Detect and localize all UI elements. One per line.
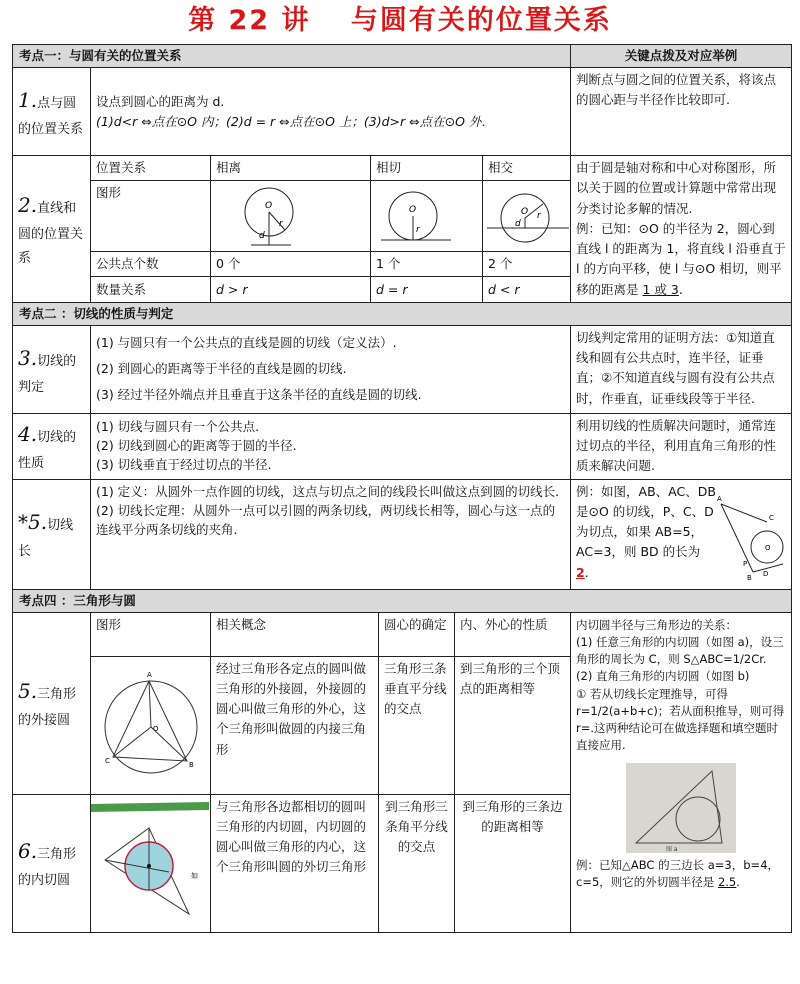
circle-separate-diagram xyxy=(211,182,331,250)
figure-label: 图形 xyxy=(91,181,211,252)
concept-text: 经过三角形各定点的圆叫做三角形的外接圆，外接圆的圆心叫做三角形的外心，这个三角形叫做圆的内接三角形 xyxy=(211,656,379,794)
common-points-label: 公共点个数 xyxy=(91,252,211,277)
note-text: 切线判定常用的证明方法：①知道直线和圆有公共点时，连半径，证垂直；②不知道直线与圆有没有公共点时，作垂直，证垂线段等于半径. xyxy=(571,325,792,413)
svg-text:C: C xyxy=(769,513,774,522)
incircle-photo xyxy=(626,763,736,853)
row-content: (1) 定义：从圆外一点作圆的切线，这点与切点之间的线段长叫做这点到圆的切线长. (2) 切线长定理：从圆外一点可以引圆的两条切线，两切线长相等，圆心与这一点的连线平分两条切线的夹角. xyxy=(91,479,571,589)
circumcircle-diagram xyxy=(91,665,209,785)
row-point-circle xyxy=(13,68,792,156)
svg-text:d: d xyxy=(515,219,521,230)
property-text: 到三角形的三条边的距离相等 xyxy=(455,794,571,932)
header-cell: 相关概念 xyxy=(211,612,379,656)
row-label: 4.切线的性质 xyxy=(13,413,91,479)
row-line-circle xyxy=(13,156,792,181)
header-cell: 圆心的确定 xyxy=(379,612,455,656)
concept-text: 与三角形各边都相切的圆叫三角形的内切圆，内切圆的圆心叫做三角形的内心，这个三角形叫圆的外切三角形 xyxy=(211,794,379,932)
section-title: 考点四 ：三角形与圆 xyxy=(13,589,792,612)
row-content: (1) 与圆只有一个公共点的直线是圆的切线（定义法）. (2) 到圆心的距离等于半径的直线是圆的切线. (3) 经过半径外端点并且垂直于这条半径的直线是圆的切线. xyxy=(91,325,571,413)
header-cell: 相切 xyxy=(371,156,483,181)
center-text: 三角形三条垂直平分线的交点 xyxy=(379,656,455,794)
row-content: (1) 切线与圆只有一个公共点. (2) 切线到圆心的距离等于圆的半径. (3) 切线垂直于经过切点的半径. xyxy=(91,413,571,479)
circle-intersect-diagram xyxy=(483,182,571,250)
value-cell: d < r xyxy=(483,277,571,302)
incircle-figure xyxy=(91,794,211,932)
row-tangent-properties xyxy=(13,413,792,479)
value-cell: 1 个 xyxy=(371,252,483,277)
note-with-figure: A C O P D B 例：如图，AB、AC、DB 是⊙O 的切线，P、C、D 为切点，如果 AB=5，AC=3，则 BD 的长为 2. xyxy=(571,479,792,589)
circumcircle-figure xyxy=(91,656,211,794)
svg-text:O: O xyxy=(521,207,529,218)
section-header-1 xyxy=(13,45,792,68)
svg-text:D: D xyxy=(763,569,769,578)
row-label: 1.点与圆的位置关系 xyxy=(13,68,91,156)
header-cell: 内、外心的性质 xyxy=(455,612,571,656)
row-label: 3.切线的判定 xyxy=(13,325,91,413)
svg-text:O: O xyxy=(409,205,417,216)
svg-text:A: A xyxy=(147,671,152,679)
tangent-length-diagram xyxy=(717,492,787,582)
svg-text:如: 如 xyxy=(191,872,198,880)
value-cell: 2 个 xyxy=(483,252,571,277)
row-tangent-length xyxy=(13,479,792,589)
svg-text:r: r xyxy=(537,211,541,222)
figure-tangent xyxy=(371,181,483,252)
svg-text:B: B xyxy=(747,573,752,582)
triangle-header-row xyxy=(13,612,792,656)
header-cell: 相交 xyxy=(483,156,571,181)
svg-text:C: C xyxy=(105,757,110,765)
svg-text:O: O xyxy=(765,543,771,552)
row-label: 6.三角形的内切圆 xyxy=(13,794,91,932)
svg-text:O: O xyxy=(265,201,273,212)
incircle-diagram xyxy=(91,798,209,928)
figure-intersect xyxy=(483,181,571,252)
row-tangent-criteria xyxy=(13,325,792,413)
value-cell: 0 个 xyxy=(211,252,371,277)
svg-text:O: O xyxy=(153,725,159,733)
key-points-header: 关键点拨及对应举例 xyxy=(571,45,792,68)
row-label: 5.三角形的外接圆 xyxy=(13,612,91,794)
knowledge-table xyxy=(12,44,792,933)
row-content xyxy=(91,68,571,156)
figure-separate xyxy=(211,181,371,252)
row-label: *5.切线长 xyxy=(13,479,91,589)
svg-text:r: r xyxy=(279,219,283,230)
note-text: 利用切线的性质解决问题时，通常连过切点的半径，利用直角三角形的性质来解决问题. xyxy=(571,413,792,479)
center-text: 到三角形三条角平分线的交点 xyxy=(379,794,455,932)
row-label: 2.直线和圆的位置关系 xyxy=(13,156,91,303)
value-cell: d > r xyxy=(211,277,371,302)
svg-text:图 a: 图 a xyxy=(666,845,678,853)
svg-text:d: d xyxy=(259,231,265,242)
text-line: (1)d<r ⇔点在⊙O 内；(2)d = r ⇔点在⊙O 上；(3)d>r ⇔点在⊙O 外． xyxy=(96,113,494,129)
svg-text:P: P xyxy=(743,559,748,568)
circle-tangent-diagram xyxy=(371,182,481,250)
text-line: 设点到圆心的距离为 d. xyxy=(96,93,225,109)
svg-text:A: A xyxy=(717,494,722,503)
value-cell: d = r xyxy=(371,277,483,302)
section-header-2 xyxy=(13,302,792,325)
section-title: 考点二 ：切线的性质与判定 xyxy=(13,302,792,325)
svg-text:B: B xyxy=(189,761,194,769)
side-notes: 内切圆半径与三角形边的关系： (1) 任意三角形的内切圆（如图 a)，设三角形的周长为 C，则 S△ABC=1/2Cr. (2) 直角三角形的内切圆（如图 b) ① 若从切线长定理推导，可得 r=1/2(a+b+c)；若从面积推导，则可得 r=.这两种结论可在做选择题和填空题时直接应用. 图 a 例：已知△ABC 的三边长 a=3，b=4，c=5，则它的外切圆半径是 2.5. xyxy=(571,612,792,932)
property-text: 到三角形的三个顶点的距离相等 xyxy=(455,656,571,794)
header-cell: 位置关系 xyxy=(91,156,211,181)
header-cell: 图形 xyxy=(91,612,211,656)
note-text: 由于圆是轴对称和中心对称图形，所以关于圆的位置或计算题中常常出现分类讨论多解的情况. 例：已知：⊙O 的半径为 2，圆心到直线 l 的距离为 1，将直线 l 沿垂直于 l 的方向平移，使 l 与⊙O 相切，则平移的距离是 1 或 3. xyxy=(571,156,792,303)
svg-text:r: r xyxy=(416,225,420,236)
page-title: 第 22 讲 与圆有关的位置关系 xyxy=(188,5,612,36)
header-cell: 相离 xyxy=(211,156,371,181)
quantity-label: 数量关系 xyxy=(91,277,211,302)
note-text: 判断点与圆之间的位置关系，将该点的圆心距与半径作比较即可. xyxy=(571,68,792,156)
section-header-4 xyxy=(13,589,792,612)
section-title: 考点一：与圆有关的位置关系 xyxy=(13,45,571,68)
